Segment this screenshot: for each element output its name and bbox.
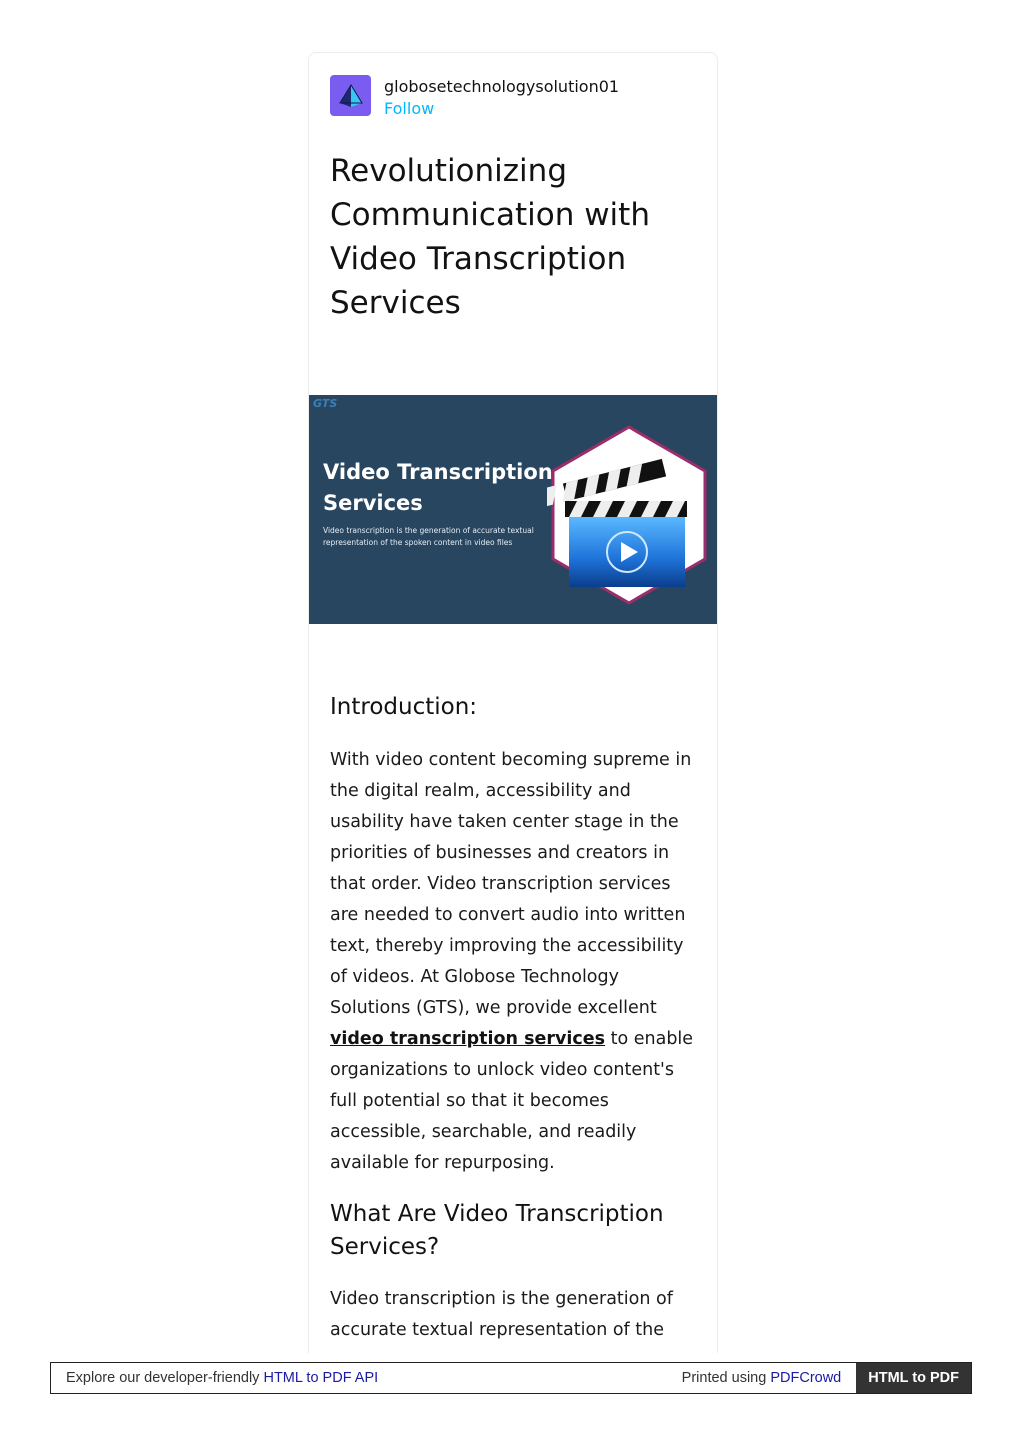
intro-paragraph: With video content becoming supreme in the digital realm, accessibility and usability have taken center stage in the priorities of businesses and creators in that order. Video transcription services are needed to convert audio into written text, thereby improving the accessibility of videos. At Globose Technology Solutions (GTS), we provide excellent video transcription services to enable organizations to unlock video content's full potential so that it becomes accessible, searchable, and readily available for repurposing. <box>330 750 694 1173</box>
follow-button[interactable]: Follow <box>384 99 435 118</box>
pdfcrowd-link[interactable]: PDFCrowd <box>770 1370 842 1386</box>
banner-title-line2: Services <box>323 491 423 515</box>
section-heading-introduction: Introduction: <box>330 694 478 720</box>
pyramid-logo-icon <box>338 83 364 109</box>
html-to-pdf-button[interactable]: HTML to PDF <box>856 1363 971 1393</box>
article-card <box>308 52 718 1353</box>
clapperboard-icon <box>547 425 711 605</box>
author-block <box>330 75 619 120</box>
footer-printed: Printed using PDFCrowd <box>681 1370 842 1386</box>
avatar[interactable] <box>330 75 371 116</box>
banner-image <box>309 395 717 624</box>
author-name[interactable]: globosetechnologysolution01 <box>384 77 620 96</box>
banner-title-line1: Video Transcription <box>323 460 553 484</box>
post-title: Revolutionizing Communication with Video Transcription Services <box>330 153 650 321</box>
banner-description: Video transcription is the generation of accurate textual representation of the spoken content in video files <box>323 526 534 547</box>
banner-logo: GTS <box>313 397 338 410</box>
footer-explore: Explore our developer-friendly HTML to PDF API <box>66 1370 379 1386</box>
banner-title <box>323 457 553 519</box>
pdfcrowd-footer <box>50 1362 972 1394</box>
section2-paragraph: Video transcription is the generation of accurate textual representation of the <box>330 1289 673 1340</box>
video-transcription-services-link[interactable]: video transcription services <box>330 1029 606 1049</box>
html-to-pdf-api-link[interactable]: HTML to PDF API <box>263 1370 379 1386</box>
section-heading-what-are: What Are Video Transcription Services? <box>330 1201 664 1260</box>
